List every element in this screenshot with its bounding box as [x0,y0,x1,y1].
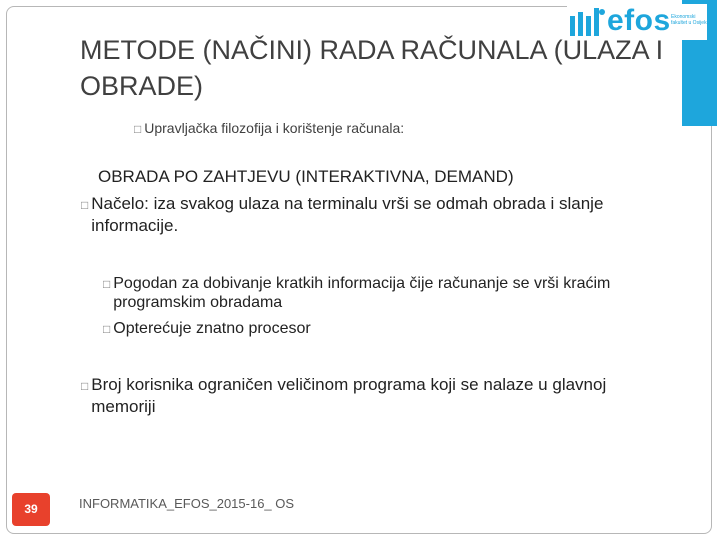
section-heading: OBRADA PO ZAHTJEVU (INTERAKTIVNA, DEMAND) [98,167,514,186]
page-number: 39 [12,493,50,526]
bullet-point [81,193,651,237]
bullet-text: Opterećuje znatno procesor [113,320,311,337]
bullet-icon: □ [103,277,111,291]
bullet-text: Pogodan za dobivanje kratkih informacija čije računanje se vrši kraćim programskim obradama [113,275,611,311]
subtitle-text: Upravljačka filozofija i korištenje računala: [144,120,405,136]
bullet-text: Broj korisnika ograničen veličinom programa koji se nalaze u glavnoj memoriji [91,375,607,416]
bullet-text: Načelo: iza svakog ulaza na terminalu vrši se odmah obrada i slanje informacije. [91,194,604,235]
footer-text: INFORMATIKA_EFOS_2015-16_ OS [79,496,295,511]
subtitle [134,119,404,138]
slide-title: METODE (NAČINI) RADA RAČUNALA (ULAZA I OBRADE) [80,35,664,101]
sub-bullet-point [103,319,663,339]
bullet-icon: □ [134,122,142,136]
bullet-icon: □ [103,322,111,336]
sub-bullet-point [103,274,663,312]
logo-subtext: Ekonomski fakultet u Osijeku [671,14,710,26]
logo-wordmark: efos [607,4,671,37]
bullet-point [81,374,651,418]
bullet-icon: □ [81,379,89,393]
bullet-icon: □ [81,198,89,212]
